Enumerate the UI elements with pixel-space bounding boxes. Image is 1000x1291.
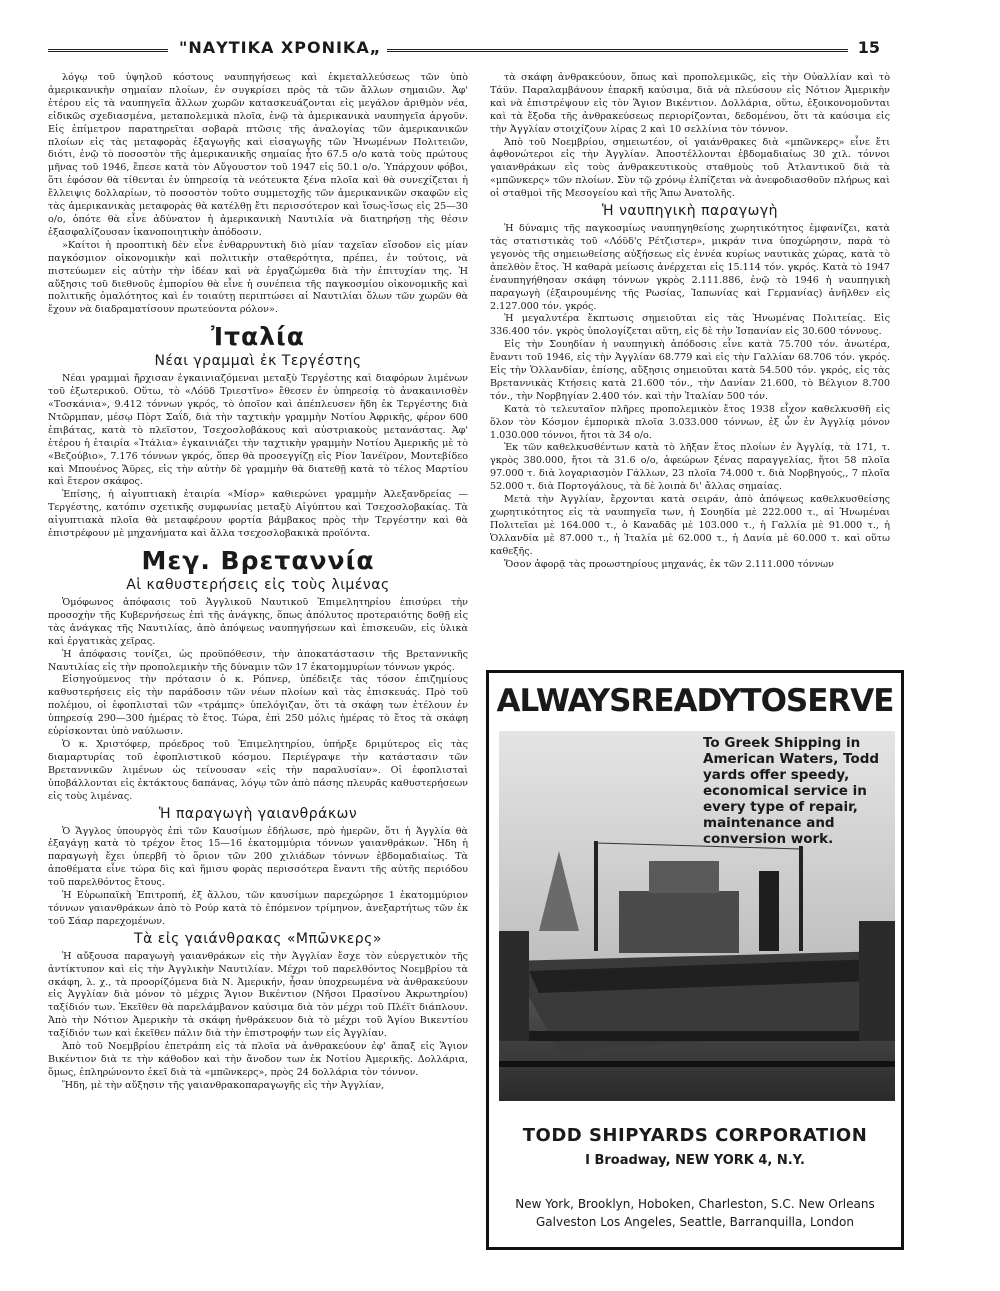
subheading-coal-production: Ἡ παραγωγὴ γαιανθράκων [158, 805, 358, 822]
subheading-trieste: Νέαι γραμμαὶ ἐκ Τεργέστης [154, 353, 362, 370]
coal-paragraph: Ὁ Ἄγγλος ὑπουργὸς ἐπὶ τῶν Καυσίμων ἐδήλωσε, πρὸ ἡμερῶν, ὅτι ἡ Ἀγγλία θὰ ἐξαγάγῃ κατὰ τὸ τρέχον ἔτος 15—16 ἑκατομμύρια τόννων γαιανθράκων. Ἤδη ἡ παραγωγὴ ἔχει ὑπερβῆ τὸ ὅριον τῶν 200 χιλιάδων τόννων ἑβδομαδιαίως. Τὰ ἀποθέματα εἶνε τώρα δὶς καὶ ἥμισυ φορὰς περισσότερα ἔναντι τῆς αὐτῆς περιόδου τοῦ παρελθόντος ἔτους. [48, 825, 468, 889]
shipbuilding-paragraph: Εἰς τὴν Σουηδίαν ἡ ναυπηγικὴ ἀπόδοσις εἶνε κατὰ 75.700 τόν. ἀνωτέρα, ἔναντι τοῦ 1946, εἰς τὴν Ἀγγλίαν 68.779 καὶ εἰς τὴν Γαλλίαν 68.706 τόν. γκρός. Εἰς τὴν Ὁλλανδίαν, ἐπίσης, αὔξησις σημειοῦται κατὰ 54.500 τόν. γκρός, εἰς τὰς Βρεταννικὰς Κτήσεις κατὰ 21.600 τόν., τὴν Δανίαν 21.600, τὸ Βέλγιον 8.700 τόν., τὴν Νορβηγίαν 2.400 τόν. καὶ τὴν Ἰταλίαν 500 τόν. [490, 339, 890, 402]
shipbuilding-paragraph: Ἐκ τῶν καθελκυσθέντων κατὰ τὸ λῆξαν ἔτος πλοίων ἐν Ἀγγλίᾳ, τὰ 171, τ. γκρὸς 380.000, ἤτοι τὰ 31.6 ο/ο, ἀφεώρων ξένας παραγγελίας, ἤτοι 58 πλοῖα 97.000 τ. διὰ λογαριασμὸν Γάλλων, 23 πλοῖα 74.000 τ. διὰ Νορβηγούς,, 7 πλοῖα 52.000 τ. διὰ Πορτογάλους, τὰ δὲ λοιπὰ δι' ἄλλας σημαίας. [490, 442, 890, 493]
continued-paragraph: Ἀπὸ τοῦ Νοεμβρίου, σημειωτέον, οἱ γαιάνθρακες διὰ «μπῶνκερς» εἶνε ἔτι ἀφθονώτεροι εἰς τὴν Ἀγγλίαν. Ἀποστέλλονται ἑβδομαδιαίως 30 χιλ. τόννοι γαιανθράκων εἰς τοὺς ἀνθρακευτικοὺς σταθμοὺς τοῦ Ἀτλαντικοῦ διὰ τὰ «μπῶνκερς» τῶν πλοίων. Σὺν τῷ χρόνῳ ἐλπίζεται νὰ ἀνεφοδιασθοῦν πλήρως καὶ οἱ σταθμοὶ τῆς Μεσογείου καὶ τῆς Ἄπω Ἀνατολῆς. [490, 136, 890, 200]
coal-paragraph: Ἡ Εὐρωπαϊκὴ Ἐπιτροπή, ἐξ ἄλλου, τῶν καυσίμων παρεχώρησε 1 ἑκατομμύριον τόννων γαιανθράκων ἀπὸ τὸ Ρούρ κατὰ τὸ ἐπόμενον τρίμηνον, ἀνεξαρτήτως τῶν ἐκ τοῦ Σάαρ παρεχομένων. [48, 890, 468, 927]
subheading-port-delays: Αἱ καθυστερήσεις εἰς τοὺς λιμένας [126, 577, 390, 593]
ad-company-name: TODD SHIPYARDS CORPORATION [522, 1125, 868, 1146]
intro-paragraph: »Καίτοι ἡ προοπτικὴ δὲν εἶνε ἐνθαρρυντικὴ διὸ μίαν ταχεῖαν εἴσοδον εἰς μίαν παγκόσμιον οἰκονομικὴν καὶ πολιτικὴν σταθερότητα, πρέπει, ἐν τούτοις, νὰ πιστεύωμεν εἰς αὐτὴν τὴν ἰδέαν καὶ νὰ ἐργαζώμεθα διὰ τὴν ἐπιτυχίαν της. Ἡ αὔξησις τοῦ διεθνοῦς ἐμπορίου θὰ εἶνε ἡ συνέπεια τῆς παγκοσμίου οἰκονομικῆς καὶ πολιτικῆς ὁμαλότητος καὶ ἐν τοιαύτῃ περιπτώσει αἱ Ναυτιλίαι ὅλων τῶν χωρῶν θὰ ἔχουν νὰ διαδραματίσουν πρωτεύοντα ρόλον». [48, 239, 468, 316]
britain-paragraph: Ἡ ἀπόφασις τονίζει, ὡς προϋπόθεσιν, τὴν ἀποκατάστασιν τῆς Βρεταννικῆς Ναυτιλίας εἰς τὴν προπολεμικὴν τῆς δύναμιν τῶν 17 ἑκατομμυρίων τόννων γκρός. [48, 648, 468, 673]
publication-title: "ΝΑΥΤΙΚΑ ΧΡΟΝΙΚΑ„ [173, 38, 387, 57]
ad-body-text: To Greek Shipping in American Waters, Todd yards offer speedy, economical service in every type of repair, maintenance and conversion work. [703, 735, 880, 847]
section-heading-britain: Μεγ. Βρεταννία [141, 546, 375, 575]
subheading-bunkers: Τὰ εἰς γαιάνθρακας «Μπῶνκερς» [134, 930, 382, 947]
shipbuilding-paragraph: Ἡ μεγαλυτέρα ἔκπτωσις σημειοῦται εἰς τὰς Ἡνωμένας Πολιτείας. Εἰς 336.400 τόν. γκρὸς ὑπολογίζεται αὕτη, εἰς δὲ τὴν Ἱσπανίαν εἰς 30.600 τόννους. [490, 313, 890, 338]
intro-paragraph: λόγῳ τοῦ ὑψηλοῦ κόστους ναυπηγήσεως καὶ ἐκμεταλλεύσεως τῶν ὑπὸ ἀμερικανικὴν σημαίαν πλοίων, ἐν συγκρίσει πρὸς τὰ τῶν ἄλλων σημαιῶν. Ἀφ' ἑτέρου εἰς τὰ ναυπηγεῖα ἄλλων χωρῶν κατασκευάζονται εἰς μεγάλον ἀριθμὸν νέα, εἰδικῶς σχεδιασμένα, μεταπολεμικὰ πλοῖα, ἐνῷ τὰ ἀμερικανικὰ ναυπηγεῖα ἀργοῦν. Εἰς ἐπίμετρον παρατηρεῖται σοβαρὰ πτῶσις τῆς ἀναλογίας τῶν ἀμερικανικῶν πλοίων εἰς τὰς μεταφορὰς ἐξαγωγῆς καὶ εἰσαγωγῆς τῶν Ἡνωμένων Πολιτειῶν, διότι, ἐνῷ τὸ ποσοστὸν τῆς ἀμερικανικῆς σημαίας ἦτο 67.5 ο/ο κατὰ τοὺς πρώτους μῆνας τοῦ 1946, ἔπεσε κατὰ τὸν Αὔγουστον τοῦ 1947 εἰς 50.1 ο/ο. Ὑπάρχουν φόβοι, ὅτι ἐφόσον θὰ τίθενται ἐν ὑπηρεσίᾳ τὰ νεότευκτα ξένα πλοῖα καὶ θὰ συνεχίζεται ἡ ἔλλειψις δολλαρίων, τὸ ποσοστὸν τοῦτο συμμετοχῆς τῶν ἀμερικανικῶν σκαφῶν εἰς τὰς ἀμερικανικὰς μεταφορὰς θὰ κατέλθῃ ἔτι περισσότερον καὶ ἴσως-ἴσως εἰς 25—30 ο/ο, ὁπότε θὰ εἶνε ἀδύνατον ἡ ἀμερικανικὴ Ναυτιλία νὰ διατηρήσῃ τὴς θέσιν ἐξασφαλίζουσαν ἱκανοποιητικὴν ἀπόδοσιν. [48, 72, 468, 238]
page-number: 15 [850, 38, 880, 57]
ad-cities-line: New York, Brooklyn, Hoboken, Charleston, S.C. New Orleans [515, 1197, 875, 1211]
subheading-shipbuilding: Ἡ ναυπηγικὴ παραγωγὴ [601, 203, 779, 220]
shipbuilding-paragraph: Κατὰ τὸ τελευταῖον πλῆρες προπολεμικὸν ἔτος 1938 εἶχον καθελκυσθῆ εἰς ὅλον τὸν Κόσμον ἐμπορικὰ πλοῖα 3.033.000 τόννων, ἐξ ὧν ἐν Ἀγγλίᾳ μόνον 1.030.000 τόννοι, ἤτοι τὰ 34 ο/ο. [490, 403, 890, 441]
bunkers-paragraph: Ἤδη, μὲ τὴν αὔξησιν τῆς γαιανθρακοπαραγωγῆς εἰς τὴν Ἀγγλίαν, [62, 1079, 385, 1091]
ad-cities [495, 1195, 895, 1231]
masthead [48, 38, 880, 62]
ad-cities-line: Galveston Los Angeles, Seattle, Barranquilla, London [536, 1215, 854, 1229]
britain-paragraph: Ὁμόφωνος ἀπόφασις τοῦ Ἀγγλικοῦ Ναυτικοῦ Ἐπιμελητηρίου ἐπισύρει τὴν προσοχὴν τῆς Κυβερνήσεως ἐπὶ τῆς ἀνάγκης, ὅπως ἀπόλυτος προτεραιότης δοθῇ εἰς τὰς ἀνάγκας τῆς Ναυτιλίας, ἀπὸ ἀπόψεως ναυπηγήσεων καὶ ἐπισκευῶν, εἰς ὑλικὰ καὶ ἐργατικὰς χεῖρας. [48, 597, 468, 647]
bunkers-paragraph: Ἀπὸ τοῦ Νοεμβρίου ἐπετράπη εἰς τὰ πλοῖα νὰ ἀνθρακεύουν ἐφ' ἅπαξ εἰς Ἅγιον Βικέντιον διὰ τε τὴν κάθοδον καὶ τὴν ἄνοδον των ἐκ Νοτίου Ἀμερικῆς. Δολλάρια, ὅμως, ἐπληρώνοντο ἐκεῖ διὰ τὰ «μπῶνκερς», πρὸς 24 δολλάρια τὸν τόννον. [48, 1041, 468, 1078]
shipbuilding-paragraph: Μετὰ τὴν Ἀγγλίαν, ἔρχονται κατὰ σειράν, ἀπὸ ἀπόψεως καθελκυσθείσης χωρητικότητος εἰς τὰ ναυπηγεῖα των, ἡ Σουηδία μὲ 222.000 τ., αἱ Ἡνωμέναι Πολιτεῖαι μὲ 164.000 τ., ὁ Καναδᾶς μὲ 103.000 τ., ἡ Γαλλία μὲ 91.000 τ., ἡ Ὁλλανδία μὲ 87.000 τ., ἡ Ἰταλία μὲ 62.000 τ., ἡ Δανία μὲ 60.000 τ. καὶ οὕτω καθεξῆς. [490, 494, 890, 557]
left-column [48, 72, 468, 1093]
italy-paragraph: Ἐπίσης, ἡ αἰγυπτιακὴ ἑταιρία «Μίσρ» καθιερώνει γραμμὴν Ἀλεξανδρείας — Τεργέστης, κατόπιν σχετικῆς συμφωνίας μεταξὺ Αἰγύπτου καὶ Τσεχοσλοβακίας. Τὰ αἰγυπτιακὰ πλοῖα θὰ μεταφέρουν φορτία βάμβακος πρὸς τὴν Τεργέστην καὶ θὰ ἐπιστρέφουν μὲ μηχανήματα καὶ ἄλλα τσεχοσλοβακικὰ προϊόντα. [48, 489, 468, 540]
masthead-rule-right [348, 49, 848, 52]
continued-paragraph: τὰ σκάφη ἀνθρακεύουν, ὅπως καὶ προπολεμικῶς, εἰς τὴν Οὐαλλίαν καὶ τὸ Τάϋν. Παραλαμβάνουν ἐπαρκῆ καύσιμα, διὰ νὰ πλεύσουν εἰς Νότιον Ἀμερικὴν καὶ νὰ ἐπιστρέψουν εἰς τὸν Ἅγιον Βικέντιον. Δολλάρια, οὕτω, ἐξοικονομοῦνται καὶ τὰ ἔξοδα τῆς ἀνθρακεύσεως περιορίζονται, δεδομένου, ὅτι τὰ καύσιμα εἰς τὴν Ἀγγλίαν στοιχίζουν λίρας 2 καὶ 10 σελλίνια τὸν τόννον. [490, 72, 890, 135]
ad-headline: ALWAYSREADYTOSERVE [496, 683, 894, 719]
shipbuilding-paragraph: Ἡ δύναμις τῆς παγκοσμίως ναυπηγηθείσης χωρητικότητος ἐμφανίζει, κατὰ τὰς στατιστικὰς τοῦ «Λόϋδ'ς Ρέτζιστερ», μικράν τινα ὑποχώρησιν, παρὰ τὸ γεγονὸς τῆς σημειωθείσης αὐξήσεως εἰς ἐννέα κυρίως ναυτικὰς χώρας, κατὰ τὸ ἀπελθὸν ἔτος. Ἡ καθαρὰ μείωσις ἀνέρχεται εἰς 15.114 τόν. γκρός. Κατὰ τὸ 1947 ἐναυπηγήθησαν σκάφη τόννων γκρὸς 2.111.886, ἐνῷ τὸ 1946 ἡ ναυπηγικὴ παραγωγὴ (ἐξαιρουμένης τῆς Ρωσίας, Ἰαπωνίας καὶ Γερμανίας) ἀνῆλθεν εἰς 2.127.000 τόν. γκρός. [490, 223, 890, 312]
britain-paragraph: Ὁ κ. Χριστόφερ, πρόεδρος τοῦ Ἐπιμελητηρίου, ὑπήρξε δριμύτερος εἰς τὰς διαμαρτυρίας τοῦ ἐφοπλιστικοῦ κόσμου. Περιέγραψε τὴν κατάστασιν τῶν Βρεταννικῶν λιμένων ὡς τείνουσαν «εἰς τὴν παραλυσίαν». Οἱ ἐφοπλισταὶ ὑποβάλλονται εἰς ἐκτάκτους δαπάνας, λόγῳ τῶν ἀπὸ πάσης πλευρᾶς καθυστερήσεων εἰς τοὺς λιμένας. [48, 738, 468, 802]
britain-paragraph: Εἰσηγούμενος τὴν πρότασιν ὁ κ. Ρόπνερ, ὑπέδειξε τὰς τόσον ἐπιζημίους καθυστερήσεις εἰς τὴν παράδοσιν τῶν νέων πλοίων καὶ τὰς ἐπισκευάς. Πρὸ τοῦ πολέμου, οἱ ἐφοπλισταὶ τῶν «τράμπς» ὑπελόγιζαν, ὅτι τὰ σκάφη των ἐτέλουν ἐν ὑπηρεσίᾳ 290—300 ἡμέρας τὸ ἔτος. Τώρα, ἐπὶ 250 μόλις ἡμέρας τὸ ἔτος τὰ σκάφη εὑρίσκονται ὑπὸ ναύλωσιν. [48, 674, 468, 738]
shipbuilding-paragraph: Ὅσον ἀφορᾷ τὰς προωστηρίους μηχανάς, ἐκ τῶν 2.111.000 τόννων [504, 558, 834, 570]
ad-address: I Broadway, NEW YORK 4, N.Y. [585, 1153, 805, 1168]
todd-shipyards-advertisement [486, 670, 904, 1250]
bunkers-paragraph: Ἡ αὔξουσα παραγωγὴ γαιανθράκων εἰς τὴν Ἀγγλίαν ἔσχε τὸν εὐεργετικὸν τῆς ἀντίκτυπον καὶ εἰς τὴν Ἀγγλικὴν Ναυτιλίαν. Μέχρι τοῦ παρελθόντος Νοεμβρίου τὰ σκάφη, λ. χ., τὰ προορίζόμενα διὰ Ν. Ἀμερικήν, ἦσαν ὑποχρεωμένα νὰ ἀνθρακεύουν εἰς Ἀγγλίαν διὰ μόνον τὸ μέχρις Ἅγιον Βικέντιον (Νῆσοι Πρασίνου Ἀκρωτηρίου) ταξίδιόν των. Ἐκεῖθεν θὰ παρελάμβανον καύσιμα διὰ τὸν μέχρι τοῦ Πλέϊτ διάπλουν. Ἀπὸ τὴν Νότιον Ἀμερικὴν τὰ σκάφη ἠνθράκευον διὰ τὸ μέχρι τοῦ Ἁγίου Βικεντίου ταξίδιόν των καὶ ἐκεῖθεν πάλιν διὰ τὴν ἐπιστροφήν των εἰς Ἀγγλίαν. [48, 950, 468, 1040]
right-column [490, 72, 890, 572]
masthead-rule-left [48, 49, 168, 52]
section-heading-italy: Ἰταλία [211, 322, 305, 352]
italy-paragraph: Νέαι γραμμαὶ ἤρχισαν ἐγκαινιαζόμεναι μεταξὺ Τεργέστης καὶ διαφόρων λιμένων τοῦ ἐξωτερικοῦ. Οὕτω, τὸ «Λόϋδ Τριεστῖνο» ἔθεσεν ἐν ὑπηρεσίᾳ τὸ ἀνακαινισθὲν «Τοσκάνια», 9.412 τόννων γκρός, τὸ ὁποῖον καὶ ἀπέπλευσεν ἤδη ἐκ Τεργέστης διὰ Ντῶρμπαν, μέσῳ Πὸρτ Σαΐδ, διὰ τὴν ταχτικὴν γραμμὴν Νοτίου Ἀφρικῆς, φέρον 600 ἐπιβάτας, κατὰ τὸ πλεῖστον, Τσεχοσλοβάκους καὶ αὐστριακοὺς μετανάστας. Ἀφ' ἑτέρου ἡ ἑταιρία «Ἰτάλια» ἐγκαινιάζει τὴν ταχτικὴν γραμμὴν Νοτίου Ἀμερικῆς μὲ τὸ «Βεζούβιο», 7.176 τόννων γκρός, ὅπερ θὰ προσεγγίζῃ εἰς Ρίον Ἰανέϊρον, Μοντεβίδεο καὶ Μπουένος Ἄϋρες, εἰς τὴν αὐτὴν δὲ γραμμὴν θὰ διατεθῇ κατὰ τὸ τέλος Μαρτίου καὶ ἕτερον σκάφος. [48, 373, 468, 488]
